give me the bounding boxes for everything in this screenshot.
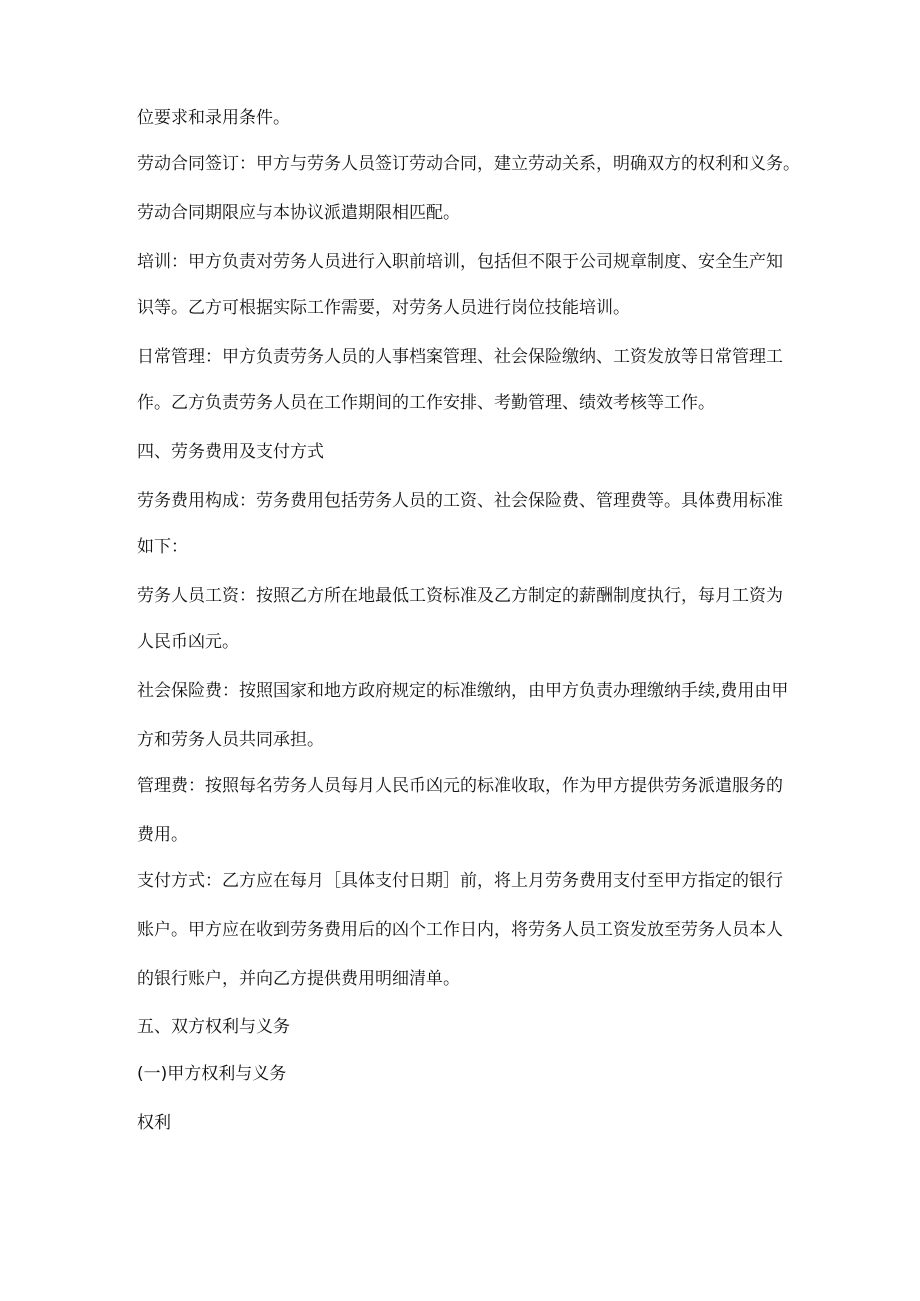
text-line: 支付方式：乙方应在每月［具体支付日期］前，将上月劳务费用支付至甲方指定的银行 (137, 871, 783, 891)
text-line: 日常管理：甲方负责劳务人员的人事档案管理、社会保险缴纳、工资发放等日常管理工 (137, 347, 783, 367)
subsection-heading: (一)甲方权利与义务 (137, 1064, 287, 1084)
text-line: 方和劳务人员共同承担。 (137, 730, 324, 750)
text-line: 培训：甲方负责对劳务人员进行入职前培训，包括但不限于公司规章制度、安全生产知 (137, 252, 783, 272)
section-heading: 四、劳务费用及支付方式 (137, 442, 324, 462)
text-line: 账户。甲方应在收到劳务费用后的凶个工作日内，将劳务人员工资发放至劳务人员本人 (137, 920, 783, 940)
text-line: 社会保险费：按照国家和地方政府规定的标准缴纳，由甲方负责办理缴纳手续,费用由甲 (137, 681, 789, 701)
text-line: 位要求和录用条件。 (137, 108, 290, 128)
text-line: 劳务费用构成：劳务费用包括劳务人员的工资、社会保险费、管理费等。具体费用标准 (137, 491, 783, 511)
text-line: 识等。乙方可根据实际工作需要，对劳务人员进行岗位技能培训。 (137, 298, 630, 318)
section-heading: 五、双方权利与义务 (137, 1017, 290, 1037)
text-line: 劳动合同签订：甲方与劳务人员签订劳动合同，建立劳动关系，明确双方的权利和义务。 (137, 154, 800, 174)
text-line: 劳动合同期限应与本协议派遣期限相匹配。 (137, 203, 460, 223)
text-line: 作。乙方负责劳务人员在工作期间的工作安排、考勤管理、绩效考核等工作。 (137, 393, 715, 413)
text-line: 费用。 (137, 825, 188, 845)
text-line: 人民币凶元。 (137, 632, 239, 652)
text-line: 如下： (137, 537, 188, 557)
text-line: 管理费：按照每名劳务人员每月人民币凶元的标准收取，作为甲方提供劳务派遣服务的 (137, 776, 783, 796)
subsection-label: 权利 (137, 1113, 171, 1133)
text-line: 的银行账户，并向乙方提供费用明细清单。 (137, 969, 460, 989)
text-line: 劳务人员工资：按照乙方所在地最低工资标准及乙方制定的薪酬制度执行，每月工资为 (137, 586, 783, 606)
